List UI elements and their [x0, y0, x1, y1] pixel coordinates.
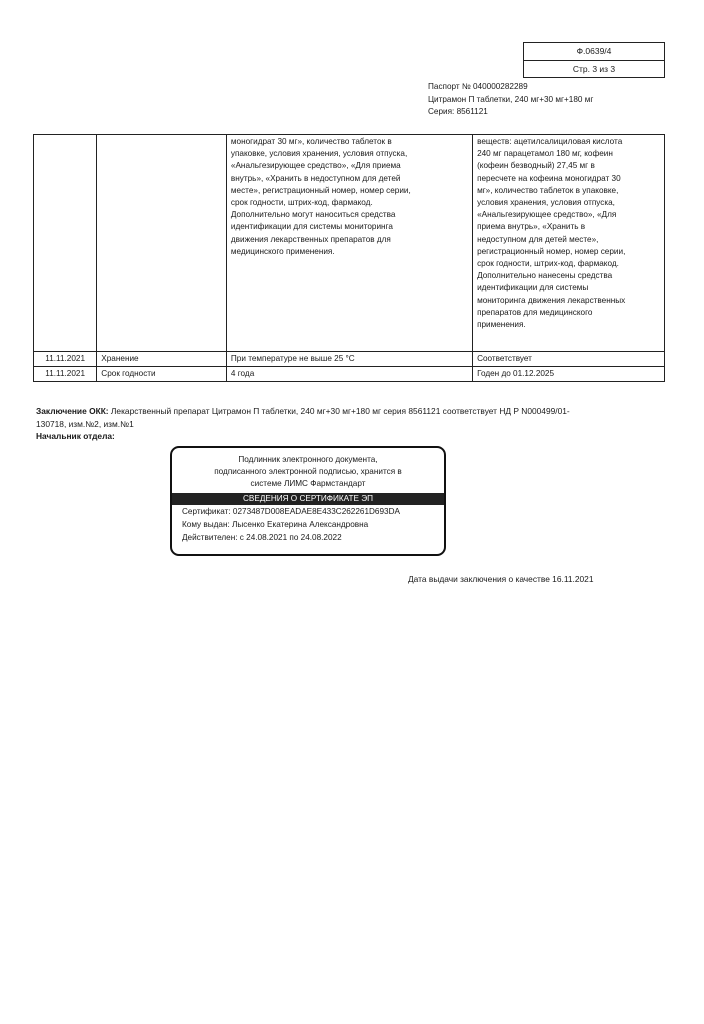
result-cell: веществ: ацетилсалициловая кислота 240 мг парацетамол 180 мг, кофеин (кофеин безводный) 27,45 мг в пересчете на кофеина моногидрат 30 мг», количество таблеток в упаковке, условия хранения, условия отпуска, «Анальгезирующее средство», «Для приема внутрь», «Хранить в недоступном для детей месте», регистрационный номер, номер серии, срок годности, штрих-код, фармакод. Дополнительно нанесены средства идентификации для системы мониторинга движения лекарственных препаратов для медицинского применения. [473, 135, 665, 352]
signature-stamp [170, 446, 446, 556]
date-cell: 11.11.2021 [34, 367, 97, 382]
stamp-certificate: Сертификат: 0273487D008EADAE8E433C262261D693DA [182, 507, 400, 516]
date-cell: 11.11.2021 [34, 352, 97, 367]
requirement-cell: 4 года [226, 367, 472, 382]
passport-info [428, 81, 593, 119]
conclusion-label: Заключение ОКК: [36, 406, 109, 416]
table-row [34, 135, 665, 352]
result-cell: Соответствует [473, 352, 665, 367]
form-code: Ф.0639/4 [524, 43, 664, 61]
stamp-original-line: системе ЛИМС Фармстандарт [250, 479, 366, 488]
stamp-original-note [172, 454, 444, 490]
passport-series: Серия: 8561121 [428, 107, 488, 116]
passport-product: Цитрамон П таблетки, 240 мг+30 мг+180 мг [428, 94, 594, 104]
stamp-header: СВЕДЕНИЯ О СЕРТИФИКАТЕ ЭП [172, 493, 444, 505]
conclusion-text: Лекарственный препарат Цитрамон П таблетки, 240 мг+30 мг+180 мг серия 8561121 соответствует НД Р N000499/01-130718, изм.№2, изм.№1 [36, 406, 570, 429]
stamp-original-line: подписанного электронной подписью, хранится в [214, 467, 402, 476]
head-of-department-label: Начальник отдела: [36, 431, 115, 441]
table-row [34, 352, 665, 367]
requirement-cell: моногидрат 30 мг», количество таблеток в упаковке, условия хранения, условия отпуска, «Анальгезирующее средство», «Для приема внутрь», «Хранить в недоступном для детей месте», регистрационный номер, номер серии, срок годности, штрих-код, фармакод. Дополнительно могут наноситься средства идентификации для системы мониторинга движения лекарственных препаратов для медицинского применения. [226, 135, 472, 352]
result-cell: Годен до 01.12.2025 [473, 367, 665, 382]
form-code-box [523, 42, 665, 78]
passport-number: Паспорт № 040000282289 [428, 82, 528, 91]
issue-date: Дата выдачи заключения о качестве 16.11.2021 [408, 574, 594, 584]
indicator-cell: Срок годности [97, 367, 227, 382]
page-number: Стр. 3 из 3 [572, 64, 616, 74]
stamp-issued-to: Кому выдан: Лысенко Екатерина Александровна [182, 520, 369, 529]
indicator-cell [97, 135, 227, 352]
stamp-original-line: Подлинник электронного документа, [238, 455, 378, 464]
results-table [33, 134, 665, 382]
indicator-cell: Хранение [97, 352, 227, 367]
date-cell [34, 135, 97, 352]
conclusion [36, 405, 596, 430]
table-row [34, 367, 665, 382]
stamp-valid: Действителен: с 24.08.2021 по 24.08.2022 [182, 533, 342, 542]
requirement-cell: При температуре не выше 25 °С [226, 352, 472, 367]
